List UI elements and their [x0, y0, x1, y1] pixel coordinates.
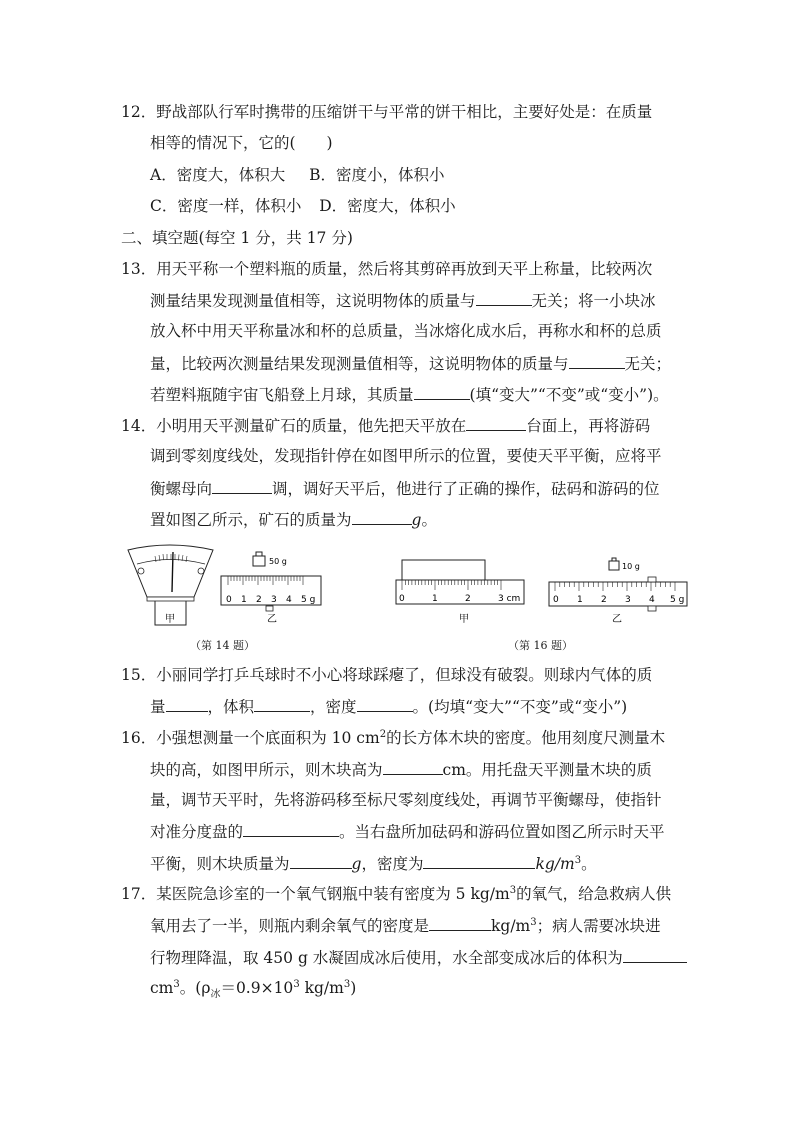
- scale-label-4: 4: [286, 595, 292, 605]
- weight-50g: [253, 552, 287, 566]
- q13-line5: 若塑料瓶随宇宙飞船登上月球，其质量 (填“变大”“不变”或“变小”)。: [150, 386, 669, 404]
- scale-label-0: 0: [553, 595, 559, 605]
- ruler-figure: [396, 560, 524, 625]
- q12-options-ab: [150, 165, 444, 185]
- q13-blank-1[interactable]: [476, 290, 532, 306]
- q12-options-cd: [150, 196, 456, 216]
- option-a: A．密度大，体积大: [150, 166, 286, 184]
- figure-14: [125, 542, 325, 632]
- q16-blank-2[interactable]: [243, 821, 339, 837]
- scale-label-5: 5 g: [670, 595, 685, 605]
- q16-line3: 量，调节天平时，先将游码移至标尺零刻度线处，再调节平衡螺母，使指针: [150, 791, 662, 809]
- ruler-label-3: 3 cm: [498, 594, 521, 604]
- q13-blank-3[interactable]: [414, 384, 470, 400]
- label-yi: 乙: [612, 614, 622, 625]
- q14-line1: 14．小明用天平测量矿石的质量，他先把天平放在 台面上，再将游码: [121, 417, 651, 435]
- rider-scale: [549, 577, 687, 625]
- q15-blank-3[interactable]: [357, 696, 413, 712]
- q16-blank-4[interactable]: [423, 853, 535, 869]
- q15-blank-2[interactable]: [254, 696, 310, 712]
- q12-line2: 相等的情况下，它的( ): [150, 134, 333, 152]
- q15-line2: 量 ，体积 ，密度 。(均填“变大”“不变”或“变小”): [150, 698, 628, 716]
- q17-line1: 17．某医院急诊室的一个氧气钢瓶中装有密度为 5 $kg/m^3$的氧气，给急救病人供: [121, 884, 672, 903]
- option-c: C．密度一样，体积小: [150, 197, 302, 215]
- q15-line1: 15．小丽同学打乒乓球时不小心将球踩瘪了，但球没有破裂。则球内气体的质: [121, 666, 653, 684]
- figure-16-caption: （第 16 题）: [508, 639, 573, 652]
- weight-label: 10 g: [622, 562, 640, 571]
- q14-line4: 置如图乙所示，矿石的质量为 g。: [150, 511, 437, 529]
- option-b: B．密度小，体积小: [309, 166, 445, 184]
- q17-line2: 氧用去了一半，则瓶内剩余氧气的密度是 $kg/m^3$；病人需要冰块进: [150, 916, 661, 935]
- q13-line3: 放入杯中用天平称量冰和杯的总质量，当冰熔化成水后，再称水和杯的总质: [150, 322, 662, 340]
- q17-line3: 行物理降温，取 450 g 水凝固成冰后使用，水全部变成冰后的体积为: [150, 947, 687, 968]
- scale-label-1: 1: [241, 595, 247, 605]
- scale-label-2: 2: [601, 595, 607, 605]
- q13-line2: 测量结果发现测量值相等，这说明物体的质量与 无关；将一小块冰: [150, 292, 656, 310]
- q16-blank-3[interactable]: [290, 853, 352, 869]
- option-d: D．密度大，体积小: [319, 197, 456, 215]
- figure-16: [394, 556, 694, 632]
- weight-10g: [609, 558, 640, 571]
- scale-label-2: 2: [256, 595, 262, 605]
- figure-14-caption: （第 14 题）: [190, 639, 255, 652]
- q14-blank-1[interactable]: [466, 415, 526, 431]
- ruler-label-0: 0: [399, 594, 405, 604]
- wood-block: [402, 560, 485, 580]
- q14-line2: 调到零刻度线处，发现指针停在如图甲所示的位置，要使天平平衡，应将平: [150, 447, 662, 465]
- scale-label-4: 4: [649, 595, 655, 605]
- label-yi: 乙: [267, 614, 277, 625]
- rider-scale: [221, 576, 321, 611]
- scale-label-0: 0: [226, 595, 232, 605]
- rider: [648, 577, 656, 582]
- scale-label-5: 5 g: [301, 595, 316, 605]
- section-title-fill-in: 二、填空题(每空 1 分，共 17 分): [121, 229, 353, 247]
- ruler-label-2: 2: [465, 594, 471, 604]
- q12-line1: 12．野战部队行军时携带的压缩饼干与平常的饼干相比，主要好处是：在质量: [121, 103, 653, 121]
- label-jia: 甲: [165, 614, 175, 625]
- q17-line4: $cm^3$。($\rho_冰=0.9\times 10^3$ $kg/m^3$): [150, 978, 357, 1001]
- q13-blank-2[interactable]: [569, 353, 625, 369]
- q16-line2: 块的高，如图甲所示，则木块高为 cm。用托盘天平测量木块的质: [150, 761, 652, 779]
- rider: [266, 606, 273, 611]
- q16-line1: 16．小强想测量一个底面积为 10 $cm^2$的长方体木块的密度。他用刻度尺测量木: [121, 728, 666, 747]
- ruler-label-1: 1: [432, 594, 438, 604]
- scale-label-3: 3: [271, 595, 277, 605]
- q13-line4: 量，比较两次测量结果发现测量值相等，这说明物体的质量与 无关；: [150, 355, 672, 373]
- q14-blank-3[interactable]: [352, 509, 412, 525]
- q16-blank-1[interactable]: [383, 759, 443, 775]
- dial-scale-figure: [128, 545, 213, 625]
- q14-blank-2[interactable]: [212, 478, 272, 494]
- scale-label-1: 1: [577, 595, 583, 605]
- q17-blank-1[interactable]: [429, 915, 491, 931]
- q16-line5: 平衡，则木块质量为 g，密度为 $kg/m^3$。: [150, 854, 597, 873]
- q13-line1: 13．用天平称一个塑料瓶的质量，然后将其剪碎再放到天平上称量，比较两次: [121, 260, 653, 278]
- q17-blank-2[interactable]: [623, 947, 687, 963]
- q14-line3: 衡螺母向 调，调好天平后，他进行了正确的操作，砝码和游码的位: [150, 480, 660, 498]
- q15-blank-1[interactable]: [166, 696, 208, 712]
- label-jia: 甲: [459, 614, 469, 625]
- weight-label: 50 g: [269, 557, 287, 566]
- scale-label-3: 3: [625, 595, 631, 605]
- pointer-needle: [172, 552, 173, 592]
- q16-line4: 对准分度盘的 。当右盘所加砝码和游码位置如图乙所示时天平: [150, 823, 665, 841]
